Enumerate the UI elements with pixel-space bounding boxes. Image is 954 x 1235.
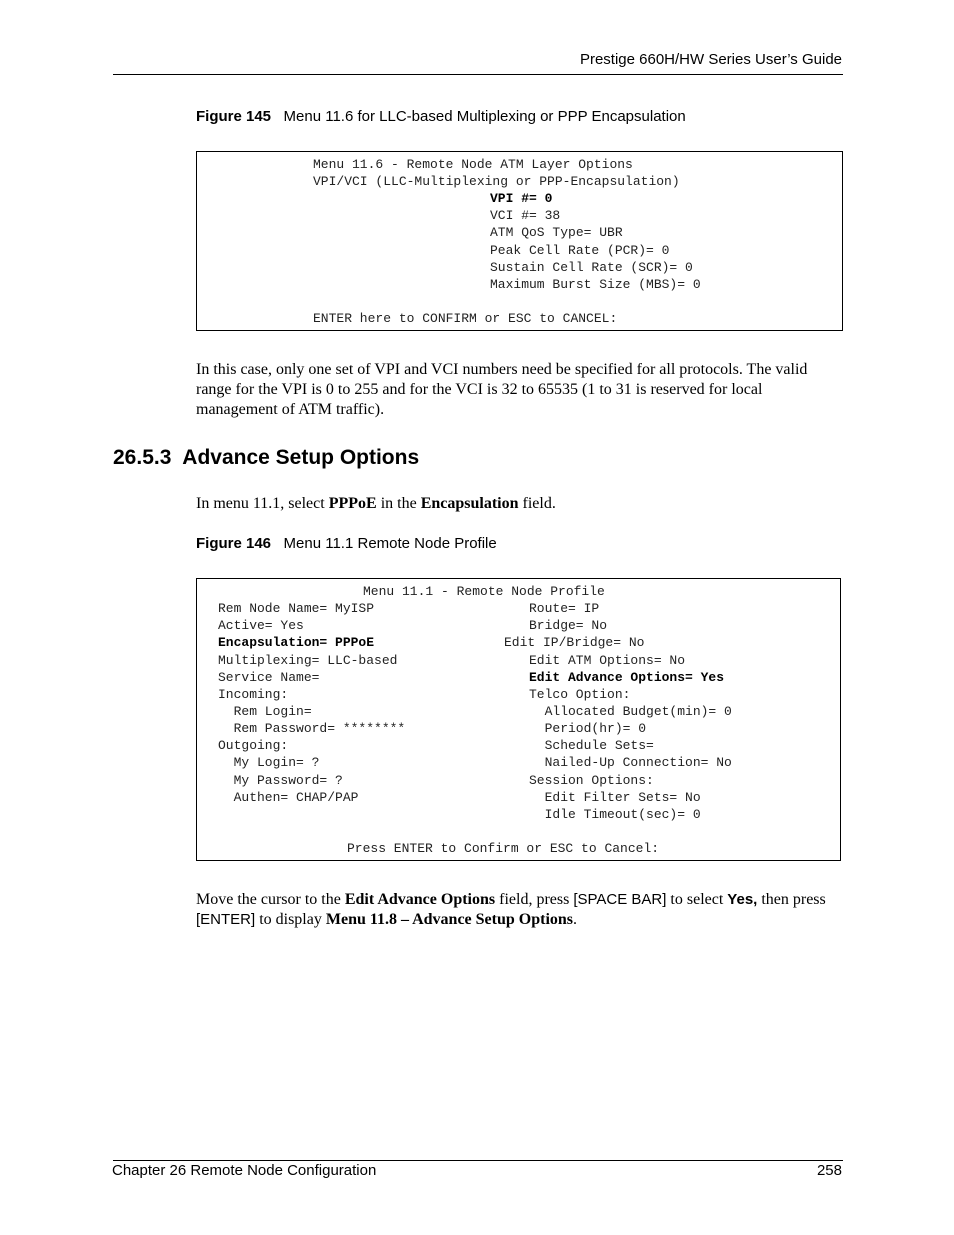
section-number: 26.5.3 (113, 446, 172, 469)
figure-146-caption-text: Menu 11.1 Remote Node Profile (283, 535, 497, 552)
section-heading (113, 446, 419, 470)
screen-line: Rem Login= (218, 704, 312, 719)
screen-line: Telco Option: (529, 687, 631, 702)
bold-text: PPPoE (328, 495, 377, 512)
screen-line: VCI #= 38 (490, 208, 561, 223)
screen-title-line: Menu 11.1 - Remote Node Profile (363, 584, 605, 599)
footer-page-number: 258 (816, 1162, 842, 1179)
text: to select (666, 891, 728, 908)
key-text: [SPACE BAR] (573, 891, 667, 908)
screen-line: Peak Cell Rate (PCR)= 0 (490, 243, 670, 258)
text: then press (757, 891, 826, 908)
screen-line: Outgoing: (218, 738, 289, 753)
header-rule (113, 74, 843, 75)
screen-line: Schedule Sets= (529, 738, 654, 753)
figure-145-label: Figure 145 (196, 108, 272, 125)
screen-line: Bridge= No (529, 618, 608, 633)
screen-line: Service Name= (218, 670, 320, 685)
figure-146-caption (196, 535, 497, 552)
body-paragraph (196, 890, 843, 930)
screen-line: Active= Yes (218, 618, 304, 633)
figure-145-caption (196, 108, 686, 125)
bold-text: Menu 11.8 – Advance Setup Options (325, 911, 574, 928)
screen-line: Session Options: (529, 773, 654, 788)
footer-rule (113, 1160, 843, 1161)
screen-line: Incoming: (218, 687, 289, 702)
screen-line: Authen= CHAP/PAP (218, 790, 359, 805)
footer-chapter: Chapter 26 Remote Node Configuration (112, 1162, 377, 1179)
screen-line: Edit IP/Bridge= No (504, 635, 645, 650)
screen-line: Menu 11.6 - Remote Node ATM Layer Options (313, 157, 633, 172)
screen-line: Idle Timeout(sec)= 0 (529, 807, 701, 822)
screen-line: Edit ATM Options= No (529, 653, 686, 668)
text: to display (255, 911, 326, 928)
screen-line: My Password= ? (218, 773, 343, 788)
screen-line: Allocated Budget(min)= 0 (529, 704, 732, 719)
screen-line: Period(hr)= 0 (529, 721, 647, 736)
body-paragraph: In this case, only one set of VPI and VCI numbers need be specified for all protocols. The valid range for the VPI is 0 to 255 and for the VCI is 32 to 65535 (1 to 31 is reserved for local management of ATM traffic). (196, 361, 808, 418)
screen-line: Route= IP (529, 601, 600, 616)
text: in the (376, 495, 421, 512)
screen-line: VPI/VCI (LLC-Multiplexing or PPP-Encapsulation) (313, 174, 680, 189)
bold-text: Edit Advance Options (344, 891, 496, 908)
screen-line-prompt: ENTER here to CONFIRM or ESC to CANCEL: (313, 311, 618, 326)
text: In menu 11.1, select (196, 495, 329, 512)
text: field, press (495, 891, 574, 908)
screen-line-edit-advance-options: Edit Advance Options= Yes (529, 670, 725, 685)
text: . (573, 911, 578, 928)
text: Move the cursor to the (196, 891, 345, 908)
screen-line: Rem Password= ******** (218, 721, 406, 736)
section-title: Advance Setup Options (182, 446, 420, 469)
screen-line-vpi: VPI #= 0 (490, 191, 553, 206)
screen-line: Nailed-Up Connection= No (529, 755, 732, 770)
screen-line: Multiplexing= LLC-based (218, 653, 398, 668)
screen-line: ATM QoS Type= UBR (490, 225, 623, 240)
figure-146-label: Figure 146 (196, 535, 272, 552)
screen-line: Rem Node Name= MyISP (218, 601, 375, 616)
running-header: Prestige 660H/HW Series User’s Guide (579, 51, 842, 68)
screen-line: Sustain Cell Rate (SCR)= 0 (490, 260, 693, 275)
text: field. (518, 495, 556, 512)
screen-line: Edit Filter Sets= No (529, 790, 701, 805)
screen-line-prompt: Press ENTER to Confirm or ESC to Cancel: (347, 841, 660, 856)
figure-145-caption-text: Menu 11.6 for LLC-based Multiplexing or PPP Encapsulation (283, 108, 686, 125)
body-paragraph (196, 494, 843, 514)
screen-line: Maximum Burst Size (MBS)= 0 (490, 277, 701, 292)
key-text: [ENTER] (196, 911, 256, 928)
screen-line: My Login= ? (218, 755, 320, 770)
key-text: Yes, (727, 891, 758, 908)
screen-line-encapsulation: Encapsulation= PPPoE (218, 635, 375, 650)
bold-text: Encapsulation (420, 495, 519, 512)
